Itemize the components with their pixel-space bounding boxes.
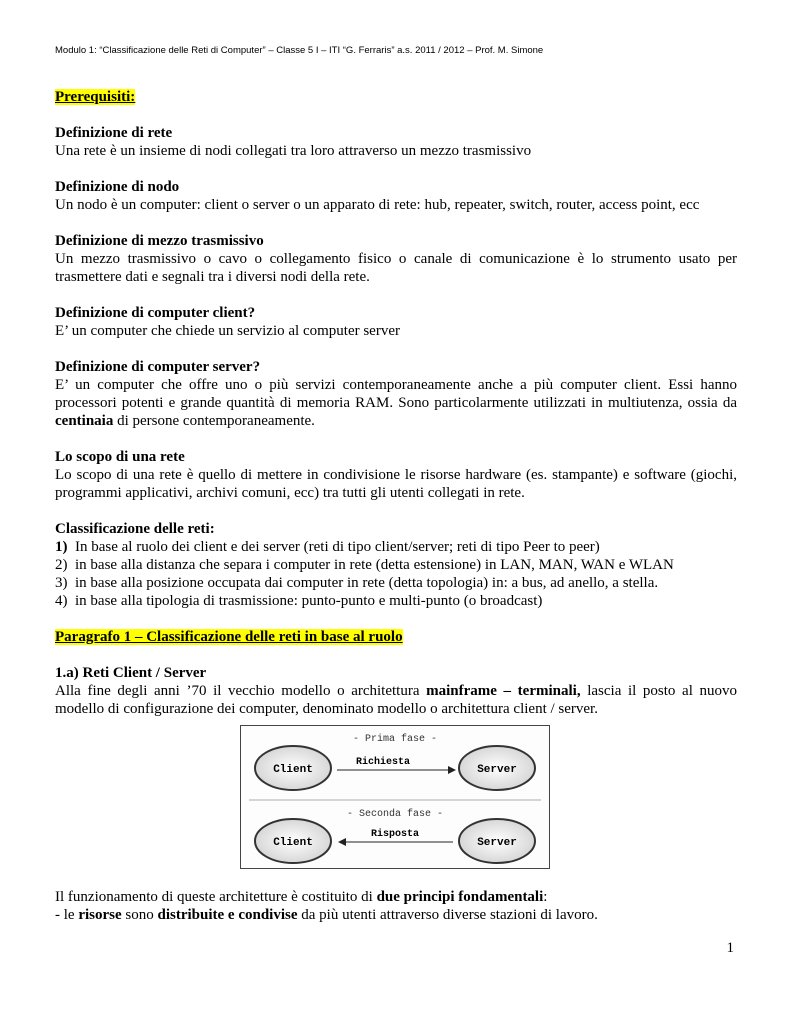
server-label-2: Server [477, 837, 517, 849]
list-item: 4) in base alla tipologia di trasmissione: punto-punto e multi-punto (o broadcast) [55, 593, 543, 609]
closing-line-2: - le risorse sono distribuite e condivise da più utenti attraverso diverse stazioni di lavoro. [55, 907, 598, 923]
diagram-svg [241, 726, 549, 868]
classification-title: Classificazione delle reti: [55, 521, 215, 537]
closing-text [55, 888, 737, 924]
def-title: Definizione di computer server? [55, 359, 261, 375]
closing-line-1: Il funzionamento di queste architetture è costituito di due principi fondamentali: [55, 889, 548, 905]
def-text: Lo scopo di una rete è quello di mettere in condivisione le risorse hardware (es. stampante) e software (giochi, programmi applicativi, archivi comuni, ecc) tra tutti gli utenti collegati in rete. [55, 467, 737, 501]
client-label-2: Client [273, 837, 313, 849]
page-header: Modulo 1: “Classificazione delle Reti di Computer” – Classe 5 I – ITI “G. Ferraris” a.s. 2011 / 2012 – Prof. M. Simone [55, 45, 544, 56]
client-label-1: Client [273, 764, 313, 776]
def-client [55, 304, 737, 340]
server-label-1: Server [477, 764, 517, 776]
def-text: Un mezzo trasmissivo o cavo o collegamento fisico o canale di comunicazione è lo strumento usato per trasmettere dati e segnali tra i diversi nodi della rete. [55, 251, 737, 285]
response-label: Risposta [370, 829, 420, 840]
section-title: 1.a) Reti Client / Server [55, 665, 207, 681]
prereq-heading: Prerequisiti: [55, 89, 136, 105]
def-text: Un nodo è un computer: client o server o un apparato di rete: hub, repeater, switch, router, access point, ecc [55, 197, 700, 213]
def-text: E’ un computer che offre uno o più servizi contemporaneamente anche a più computer client. Essi hanno processori potenti e grande quantità di memoria RAM. Sono particolarmente utilizzati in multiutenza, ossia da centinaia di persone contemporaneamente. [55, 377, 737, 429]
request-label: Richiesta [355, 757, 411, 768]
list-item: 1) In base al ruolo dei client e dei server (reti di tipo client/server; reti di tipo Peer to peer) [55, 539, 600, 555]
page-number: 1 [726, 940, 734, 956]
phase2-label: - Seconda fase - [346, 809, 444, 820]
classification-list [55, 520, 737, 610]
def-title: Definizione di computer client? [55, 305, 256, 321]
def-title: Definizione di rete [55, 125, 173, 141]
def-text: Una rete è un insieme di nodi collegati tra loro attraverso un mezzo trasmissivo [55, 143, 532, 159]
section-1a [55, 664, 737, 718]
client-server-diagram [240, 725, 550, 869]
def-title: Definizione di mezzo trasmissivo [55, 233, 264, 249]
list-item: 2) in base alla distanza che separa i computer in rete (detta estensione) in LAN, MAN, WAN e WLAN [55, 557, 674, 573]
def-mezzo [55, 232, 737, 286]
def-text: E’ un computer che chiede un servizio al computer server [55, 323, 400, 339]
section-text: Alla fine degli anni ’70 il vecchio modello o architettura mainframe – terminali, lascia il posto al nuovo modello di configurazione dei computer, denominato modello o architettura client / server. [55, 683, 737, 717]
def-title: Definizione di nodo [55, 179, 180, 195]
def-title: Lo scopo di una rete [55, 449, 185, 465]
paragraph1-heading: Paragrafo 1 – Classificazione delle reti in base al ruolo [55, 629, 403, 645]
document-body [55, 88, 737, 718]
phase1-label: - Prima fase - [352, 734, 438, 745]
def-nodo [55, 178, 737, 214]
def-scopo [55, 448, 737, 502]
list-item: 3) in base alla posizione occupata dai computer in rete (detta topologia) in: a bus, ad anello, a stella. [55, 575, 659, 591]
def-server [55, 358, 737, 430]
def-rete [55, 124, 737, 160]
